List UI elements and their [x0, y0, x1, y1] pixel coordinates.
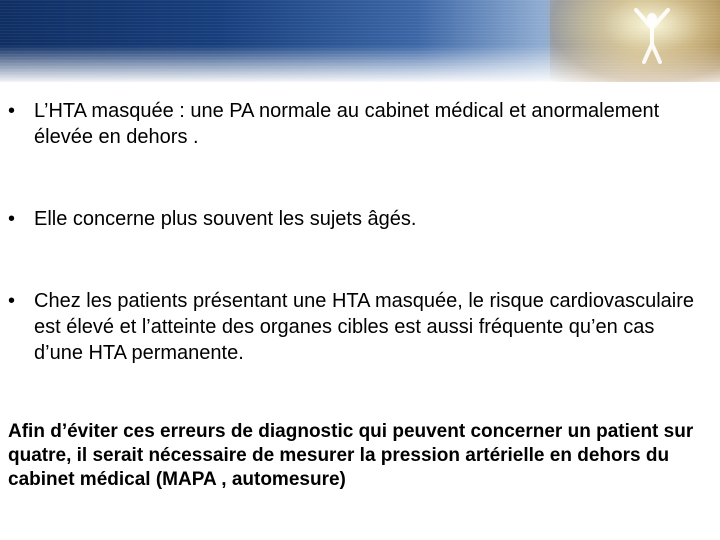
bullet-item: [8, 288, 698, 366]
bullet-item: [8, 98, 698, 150]
bullet-text: L’HTA masquée : une PA normale au cabinet médical et anormalement élevée en dehors .: [34, 100, 660, 148]
conclusion-text: Afin d’éviter ces erreurs de diagnostic qui peuvent concerner un patient sur quatre, il serait nécessaire de mesurer la pression artérielle en dehors du cabinet médical (MAPA , automesure): [8, 421, 694, 490]
bullet-marker: •: [8, 290, 16, 312]
bullet-text: Chez les patients présentant une HTA masquée, le risque cardiovasculaire est élevé et l’atteinte des organes cibles est aussi fréquente qu’en cas d’une HTA permanente.: [34, 290, 694, 364]
header-banner: [0, 0, 720, 82]
header-photo: [550, 0, 720, 82]
bullet-marker: •: [8, 100, 16, 122]
person-arms-raised-icon: [622, 4, 682, 64]
bullet-marker: •: [8, 208, 16, 230]
bullet-item: [8, 206, 698, 232]
bullet-text: Elle concerne plus souvent les sujets âgés.: [34, 208, 417, 230]
